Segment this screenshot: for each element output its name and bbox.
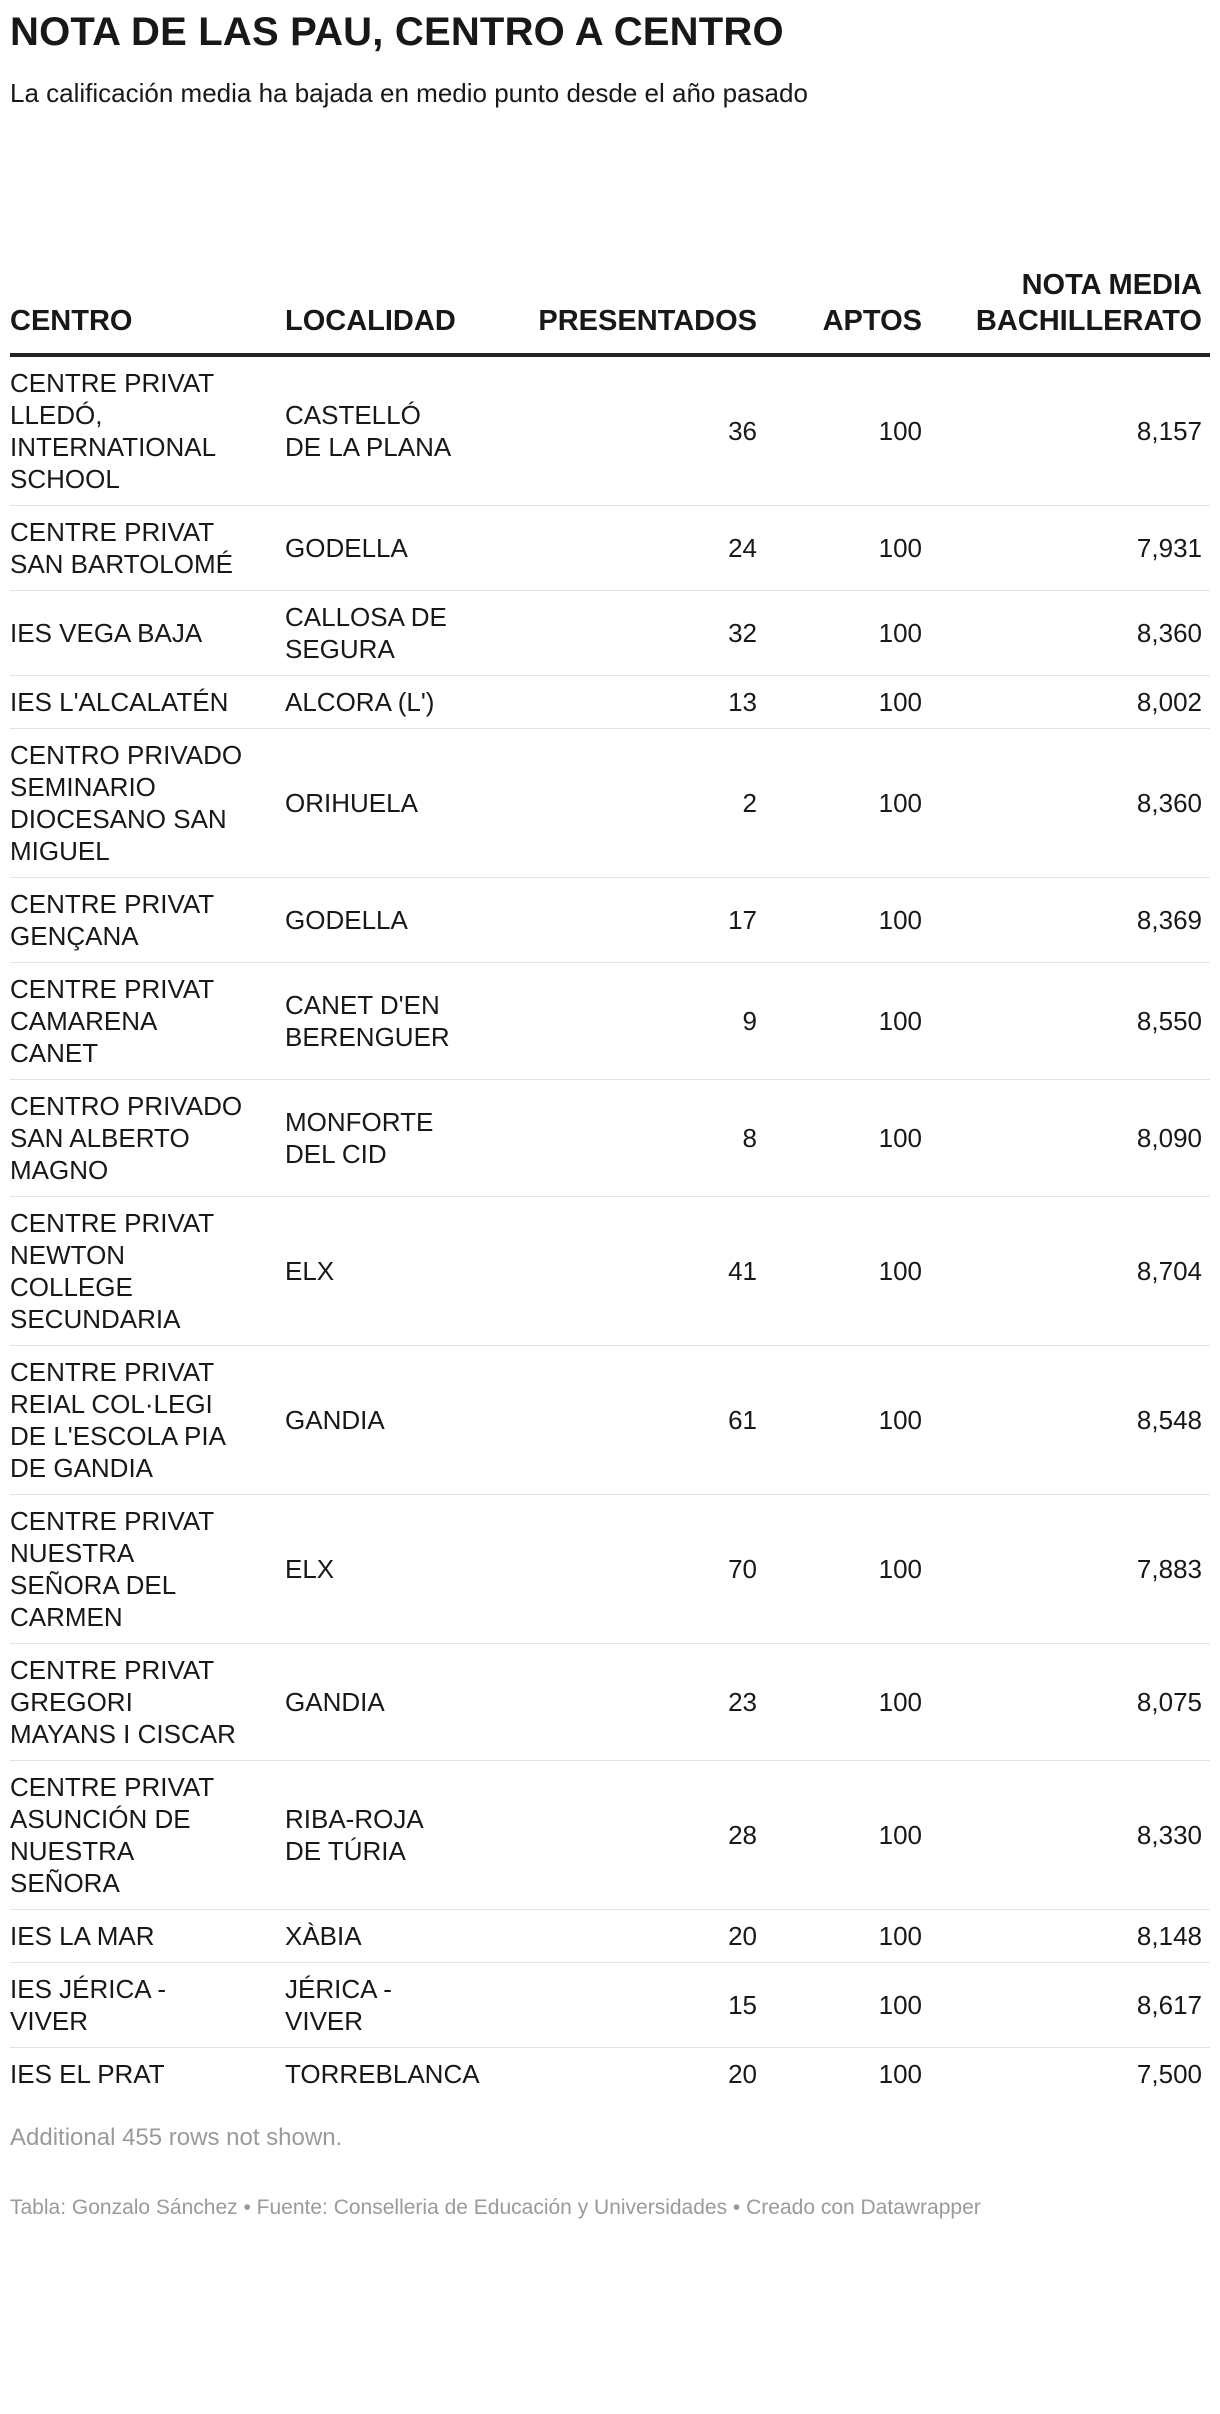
table-row	[10, 1346, 1210, 1495]
cell-aptos: 100	[765, 1910, 930, 1963]
cell-localidad: ORIHUELA	[285, 729, 490, 878]
cell-centro: CENTRE PRIVAT NEWTON COLLEGE SECUNDARIA	[10, 1197, 285, 1346]
cell-nota-media: 8,550	[930, 963, 1210, 1080]
cell-presentados: 61	[490, 1346, 765, 1495]
cell-centro: CENTRE PRIVAT REIAL COL·LEGI DE L'ESCOLA PIA DE GANDIA	[10, 1346, 285, 1495]
cell-presentados: 13	[490, 676, 765, 729]
cell-nota-media: 8,157	[930, 355, 1210, 506]
cell-centro: CENTRE PRIVAT SAN BARTOLOMÉ	[10, 506, 285, 591]
cell-presentados: 17	[490, 878, 765, 963]
cell-localidad: CASTELLÓ DE LA PLANA	[285, 355, 490, 506]
cell-presentados: 36	[490, 355, 765, 506]
cell-localidad: JÉRICA - VIVER	[285, 1963, 490, 2048]
cell-localidad: RIBA-ROJA DE TÚRIA	[285, 1761, 490, 1910]
cell-nota-media: 8,617	[930, 1963, 1210, 2048]
cell-centro: CENTRE PRIVAT LLEDÓ, INTERNATIONAL SCHOOL	[10, 355, 285, 506]
cell-centro: IES JÉRICA - VIVER	[10, 1963, 285, 2048]
cell-localidad: GODELLA	[285, 878, 490, 963]
cell-nota-media: 7,883	[930, 1495, 1210, 1644]
column-header-centro[interactable]: CENTRO	[10, 267, 285, 355]
chart-title: NOTA DE LAS PAU, CENTRO A CENTRO	[10, 10, 784, 54]
cell-aptos: 100	[765, 878, 930, 963]
cell-presentados: 8	[490, 1080, 765, 1197]
cell-nota-media: 8,002	[930, 676, 1210, 729]
cell-nota-media: 8,148	[930, 1910, 1210, 1963]
cell-aptos: 100	[765, 1644, 930, 1761]
cell-localidad: GODELLA	[285, 506, 490, 591]
cell-nota-media: 8,548	[930, 1346, 1210, 1495]
cell-nota-media: 7,931	[930, 506, 1210, 591]
cell-localidad: MONFORTE DEL CID	[285, 1080, 490, 1197]
chart-subtitle: La calificación media ha bajada en medio punto desde el año pasado	[10, 78, 808, 108]
table-row	[10, 1080, 1210, 1197]
cell-presentados: 15	[490, 1963, 765, 2048]
table-row	[10, 1495, 1210, 1644]
cell-nota-media: 8,330	[930, 1761, 1210, 1910]
cell-nota-media: 8,704	[930, 1197, 1210, 1346]
cell-localidad: CANET D'EN BERENGUER	[285, 963, 490, 1080]
cell-presentados: 32	[490, 591, 765, 676]
cell-aptos: 100	[765, 591, 930, 676]
cell-aptos: 100	[765, 506, 930, 591]
header-row	[10, 267, 1210, 355]
cell-aptos: 100	[765, 1761, 930, 1910]
cell-presentados: 2	[490, 729, 765, 878]
column-header-nota-media[interactable]	[930, 267, 1210, 355]
cell-nota-media: 8,075	[930, 1644, 1210, 1761]
cell-aptos: 100	[765, 1963, 930, 2048]
table-row	[10, 676, 1210, 729]
column-header-nota-media-label: NOTA MEDIA BACHILLERATO	[975, 269, 1202, 338]
cell-centro: CENTRE PRIVAT GENÇANA	[10, 878, 285, 963]
cell-localidad: XÀBIA	[285, 1910, 490, 1963]
cell-nota-media: 7,500	[1136, 2059, 1202, 2090]
cell-localidad: ELX	[285, 1495, 490, 1644]
table-row	[10, 2048, 1210, 2101]
table-row	[10, 1963, 1210, 2048]
more-rows-note: Additional 455 rows not shown.	[10, 2124, 343, 2152]
footer-credits: Tabla: Gonzalo Sánchez • Fuente: Conselleria de Educación y Universidades • Creado con Datawrapper	[10, 2196, 981, 2220]
cell-aptos: 100	[765, 963, 930, 1080]
cell-localidad: GANDIA	[285, 1644, 490, 1761]
cell-nota-media: 8,090	[930, 1080, 1210, 1197]
cell-aptos: 100	[765, 729, 930, 878]
cell-centro: CENTRE PRIVAT CAMARENA CANET	[10, 963, 285, 1080]
table-row	[10, 963, 1210, 1080]
table-row	[10, 506, 1210, 591]
cell-localidad: ALCORA (L')	[285, 676, 490, 729]
cell-presentados: 9	[490, 963, 765, 1080]
table-row	[10, 1197, 1210, 1346]
cell-aptos: 100	[765, 355, 930, 506]
cell-localidad: ELX	[285, 1197, 490, 1346]
table-row	[10, 1910, 1210, 1963]
cell-presentados: 70	[490, 1495, 765, 1644]
column-header-aptos[interactable]: APTOS	[765, 267, 930, 355]
cell-centro: IES LA MAR	[10, 1910, 285, 1963]
cell-centro: IES EL PRAT	[10, 2059, 165, 2090]
cell-aptos: 100	[765, 1197, 930, 1346]
cell-aptos: 100	[765, 1080, 930, 1197]
cell-presentados: 28	[490, 1761, 765, 1910]
table-row	[10, 878, 1210, 963]
cell-aptos: 100	[878, 2059, 922, 2090]
table-row	[10, 355, 1210, 506]
column-header-localidad[interactable]: LOCALIDAD	[285, 267, 490, 355]
cell-localidad: GANDIA	[285, 1346, 490, 1495]
cell-presentados: 41	[490, 1197, 765, 1346]
cell-presentados: 20	[728, 2059, 757, 2090]
data-table	[10, 267, 1210, 2100]
cell-nota-media: 8,360	[930, 729, 1210, 878]
cell-presentados: 23	[490, 1644, 765, 1761]
cell-centro: CENTRO PRIVADO SAN ALBERTO MAGNO	[10, 1080, 285, 1197]
cell-centro: CENTRO PRIVADO SEMINARIO DIOCESANO SAN MIGUEL	[10, 729, 285, 878]
cell-centro: IES L'ALCALATÉN	[10, 676, 285, 729]
cell-centro: IES VEGA BAJA	[10, 591, 285, 676]
table-row	[10, 729, 1210, 878]
cell-nota-media: 8,360	[930, 591, 1210, 676]
table-body	[10, 355, 1210, 2100]
table-row	[10, 591, 1210, 676]
table-row	[10, 1644, 1210, 1761]
column-header-presentados[interactable]: PRESENTADOS	[490, 267, 765, 355]
cell-presentados: 20	[490, 1910, 765, 1963]
cell-centro: CENTRE PRIVAT NUESTRA SEÑORA DEL CARMEN	[10, 1495, 285, 1644]
table-row	[10, 1761, 1210, 1910]
cell-aptos: 100	[765, 1495, 930, 1644]
cell-aptos: 100	[765, 676, 930, 729]
cell-centro: CENTRE PRIVAT ASUNCIÓN DE NUESTRA SEÑORA	[10, 1761, 285, 1910]
cell-localidad: TORREBLANCA	[285, 2059, 480, 2090]
cell-centro: CENTRE PRIVAT GREGORI MAYANS I CISCAR	[10, 1644, 285, 1761]
cell-aptos: 100	[765, 1346, 930, 1495]
cell-nota-media: 8,369	[930, 878, 1210, 963]
cell-localidad: CALLOSA DE SEGURA	[285, 591, 490, 676]
cell-presentados: 24	[490, 506, 765, 591]
